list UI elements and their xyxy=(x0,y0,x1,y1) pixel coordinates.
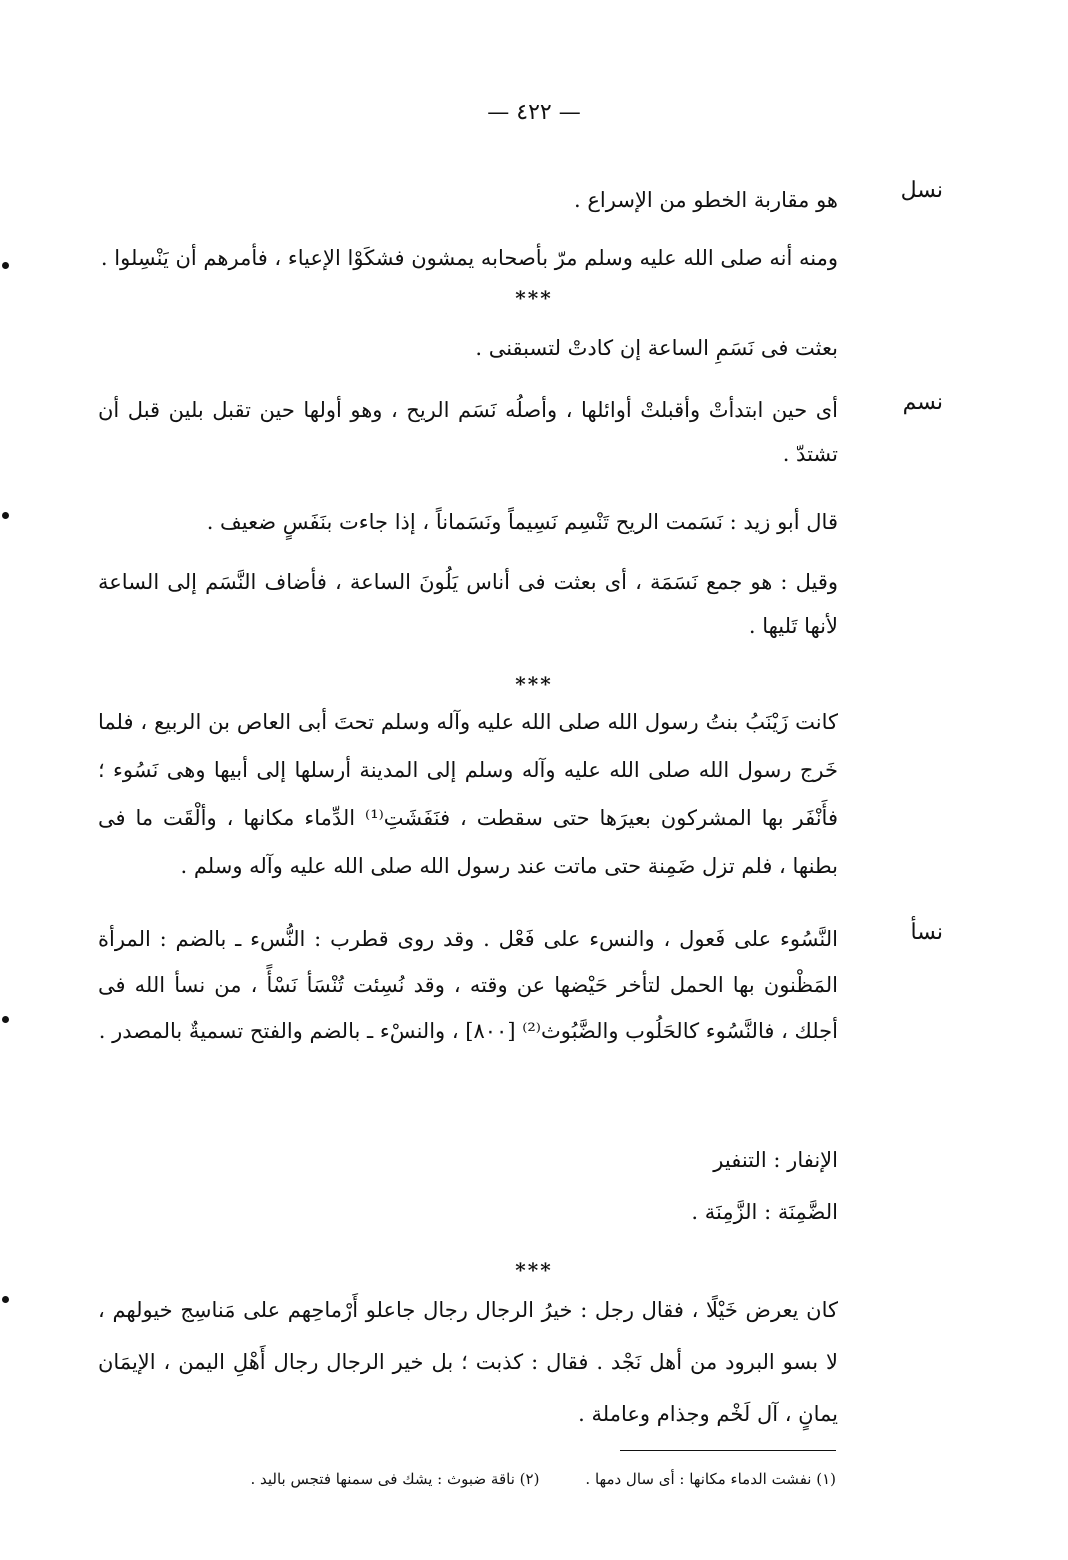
nasam-hadith: بعثت فى نَسَمِ الساعة إن كادتْ لتسبقنى . xyxy=(475,336,838,360)
gloss-damina: الضَّمِنَة : الزَّمِنَة . xyxy=(691,1200,838,1224)
nasam-alternate-view: وقيل : هو جمع نَسَمَة ، أى بعثت فى أناس يَلُونَ الساعة ، فأضاف النَّسَم إلى الساعة لأنها تَليها . xyxy=(98,570,838,638)
nasam-abu-zayd-quote: قال أبو زيد : نَسَمت الريح تَنْسِم نَسِيماً ونَسَماناً ، إذا جاءت بنَفَسٍ ضعيف . xyxy=(206,510,838,534)
page-number: — ٤٢٢ — xyxy=(487,100,581,125)
footnote-2: (٢) ناقة ضبوث : يشك فى سمنها فتجس باليد . xyxy=(250,1470,540,1488)
binding-hole-mark xyxy=(2,512,9,519)
nasl-example: ومنه أنه صلى الله عليه وسلم مرّ بأصحابه يمشون فشكَوْا الإعياء ، فأمرهم أن يَنْسِلوا . xyxy=(100,246,838,270)
margin-word-nasam: نسم xyxy=(902,390,943,415)
horses-hadith: كان يعرض خَيْلًا ، فقال رجل : خيرُ الرجال رجال جاعلو أَرْماحِهم على مَناسِج خيولهم ، لا بسو البرود من أهل نَجْد . فقال : كذبت ؛ بل خير الرجال رجال أَهْلِ اليمن ، الإيمَان يمانٍ ، آل لَخْم وجذام وعاملة . xyxy=(98,1298,838,1426)
footnote-rule xyxy=(620,1450,836,1451)
footnote-1: (١) نفشت الدماء مكانها : أى سال دمها . xyxy=(585,1470,836,1488)
margin-word-nasaa: نسأ xyxy=(910,920,943,945)
binding-hole-mark xyxy=(2,1296,9,1303)
nasaa-explanation: النَّسُوء على فَعول ، والنسء على فَعْل . وقد روى قطرب : النُّسء ـ بالضم : المرأة المَظْنون بها الحمل لتأخر حَيْضها عن وقته ، وقد نُسِئت تُنْسَأ نَسْأً ، من نسأ الله فى أجلك ، فالنَّسُوء كالحَلُوب والضَّبُوث⁽²⁾ [٨٠٠] ، والنسْء ـ بالضم والفتح تسميةٌ بالمصدر . xyxy=(98,927,838,1043)
binding-hole-mark xyxy=(2,262,9,269)
section-separator: *** xyxy=(515,672,553,696)
gloss-infar: الإنفار : التنفير xyxy=(713,1148,838,1172)
section-separator: *** xyxy=(515,1258,553,1282)
section-separator: *** xyxy=(515,286,553,310)
nasaa-hadith: كانت زَيْنَبُ بنتُ رسول الله صلى الله عليه وآله وسلم تحتَ أبى العاص بن الربيع ، فلما خَرج رسول الله صلى الله عليه وآله وسلم إلى المدينة أرسلها إلى أبيها وهى نَسُوء ؛ فأَنْفَر بها المشركون بعيرَها حتى سقطت ، فنَفَشَتِ⁽¹⁾ الدِّماء مكانها ، وألْقَت ما فى بطنها ، فلم تزل ضَمِنة حتى ماتت عند رسول الله صلى الله عليه وآله وسلم . xyxy=(98,710,838,878)
margin-word-nasl: نسل xyxy=(900,178,943,203)
nasam-explanation: أى حين ابتدأتْ وأقبلتْ أوائلها ، وأصلُه نَسَم الريح ، وهو أولها حين تقبل بلين قبل أن تشتدّ . xyxy=(98,398,838,466)
binding-hole-mark xyxy=(2,1016,9,1023)
nasl-definition: هو مقاربة الخطو من الإسراع . xyxy=(574,188,838,212)
footnotes xyxy=(106,1470,836,1488)
